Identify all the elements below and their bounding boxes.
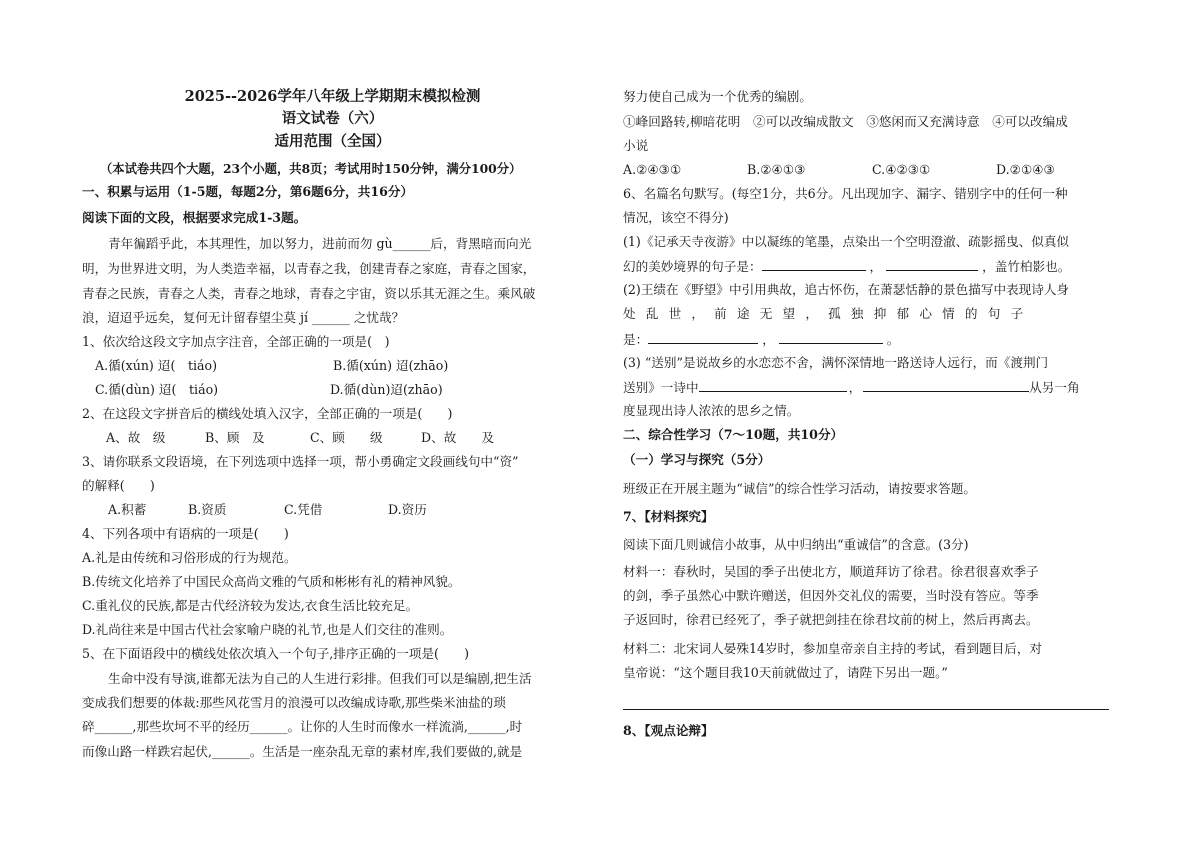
section1-heading: 一、积累与运用（1-5题，每题2分，第6题6分，共16分） bbox=[82, 184, 414, 199]
q4-option-a: A.礼是由传统和习俗形成的行为规范。 bbox=[82, 550, 297, 565]
q5-passage-3: 碎______,那些坎坷不平的经历______。让你的人生时而像水一样流淌,______,时 bbox=[82, 719, 523, 734]
q6-blank-5[interactable] bbox=[699, 378, 847, 392]
q5-stem: 5、在下面语段中的横线处依次填入一个句子,排序正确的一项是( ) bbox=[82, 646, 470, 661]
q7-m2-line2: 皇帝说：“这个题目我10天前就做过了，请陛下另出一题。” bbox=[623, 665, 948, 680]
passage-line-3: 青春之民族，青春之人类，青春之地球，青春之宇宙，资以乐其无涯之生。乘风破 bbox=[82, 286, 536, 301]
q8-title: 8、【观点论辩】 bbox=[623, 723, 714, 738]
q5-passage-4: 而像山路一样跌宕起伏,______。生活是一座杂乱无章的素材库,我们要做的,就是 bbox=[82, 744, 523, 759]
exam-subtitle: 语文试卷（六） bbox=[281, 110, 384, 127]
q6-item1-lead: 幻的美妙境界的句子是： bbox=[623, 259, 762, 274]
q5-option-c: C.④②③① bbox=[872, 162, 931, 177]
q4-option-c: C.重礼仪的民族,都是古代经济较为发达,衣食生活比较充足。 bbox=[82, 598, 419, 613]
q5-passage-2: 变成我们想要的体裁:那些风花雪月的浪漫可以改编成诗歌,那些柴米油盐的琐 bbox=[82, 695, 506, 710]
q6-item2-line2: 处乱世，前途无望，孤独抑郁心情的句子 bbox=[623, 306, 1034, 321]
section2-intro: 班级正在开展主题为“诚信”的综合性学习活动，请按要求答题。 bbox=[623, 481, 976, 496]
section1-instruction: 阅读下面的文段，根据要求完成1-3题。 bbox=[82, 210, 307, 225]
passage-line-4: 浪，迢迢乎远矣，复何无计留春望尘莫 jí ______ 之忧哉？ bbox=[82, 310, 405, 325]
q6-blank-6[interactable] bbox=[863, 378, 1029, 392]
q3-option-a: A.积蓄 bbox=[108, 502, 147, 517]
q3-option-b: B.资质 bbox=[188, 502, 227, 517]
q6-stem-2: 情况，该空不得分) bbox=[623, 210, 729, 225]
q4-option-d: D.礼尚往来是中国古代社会家喻户晓的礼节,也是人们交往的准则。 bbox=[82, 622, 453, 637]
q3-option-d: D.资历 bbox=[388, 502, 427, 517]
passage-line-2: 明，为世界进文明，为人类造幸福，以青春之我，创建青春之家庭，青春之国家， bbox=[82, 261, 536, 276]
q6-item2-line1: (2)王绩在《野望》中引用典故，追古怀伤，在萧瑟恬静的景色描写中表现诗人身 bbox=[623, 282, 1070, 297]
exam-title: 2025--2026学年八年级上学期期末模拟检测 bbox=[184, 88, 481, 105]
q6-blank-4[interactable] bbox=[779, 330, 883, 344]
q7-m2-line1: 材料二：北宋词人晏殊14岁时，参加皇帝亲自主持的考试，看到题目后，对 bbox=[623, 641, 1043, 656]
q1-option-d: D.循(dùn)迢(zhāo) bbox=[330, 382, 443, 397]
q1-option-c: C.循(dùn) 迢( tiáo) bbox=[95, 382, 219, 397]
q2-option-c: C、顾 级 bbox=[310, 430, 383, 445]
q1-option-a: A.循(xún) 迢( tiáo) bbox=[95, 358, 218, 373]
q6-blank-2[interactable] bbox=[886, 257, 978, 271]
q7-title: 7、【材料探究】 bbox=[623, 509, 714, 524]
q5-clauses-1: ①峰回路转,柳暗花明 ②可以改编成散文 ③悠闲而又充满诗意 ④可以改编成 bbox=[623, 114, 1068, 129]
q6-item2-lead: 是： bbox=[623, 332, 649, 347]
q1-option-b: B.循(xún) 迢(zhāo) bbox=[333, 358, 449, 373]
q2-option-a: A、故 级 bbox=[106, 430, 166, 445]
q7-answer-line[interactable] bbox=[623, 709, 1109, 710]
q6-item1-line1: (1)《记承天寺夜游》中以凝练的笔墨，点染出一个空明澄澈、疏影摇曳、似真似 bbox=[623, 234, 1070, 249]
q4-stem: 4、下列各项中有语病的一项是( ) bbox=[82, 526, 289, 541]
q6-blank-3[interactable] bbox=[648, 330, 758, 344]
q6-item3-tail: 从另一角 bbox=[1029, 380, 1080, 395]
q7-m1-line3: 子返回时，徐君已经死了，季子就把剑挂在徐君坟前的树上，然后再离去。 bbox=[623, 612, 1039, 627]
q7-m1-line2: 的剑，季子虽然心中默许赠送，但因外交礼仪的需要，当时没有答应。等季 bbox=[623, 588, 1039, 603]
section2-heading: 二、综合性学习（7～10题，共10分） bbox=[623, 427, 844, 442]
q6-item3-line2 bbox=[623, 378, 1080, 397]
q6-item3-line1: (3) “送别”是说故乡的水恋恋不舍，满怀深情地一路送诗人远行，而《渡荆门 bbox=[623, 355, 1049, 370]
q7-prompt: 阅读下面几则诚信小故事，从中归纳出“重诚信”的含意。(3分) bbox=[623, 537, 969, 552]
q5-continuation: 努力使自己成为一个优秀的编剧。 bbox=[623, 89, 812, 104]
q3-stem-1: 3、请你联系文段语境，在下列选项中选择一项，帮小勇确定文段画线句中“资” bbox=[82, 454, 519, 469]
q3-option-c: C.凭借 bbox=[284, 502, 323, 517]
q3-stem-2: 的解释( ) bbox=[82, 478, 155, 493]
q2-option-b: B、顾 及 bbox=[205, 430, 265, 445]
q6-item3-line3: 度显现出诗人浓浓的思乡之情。 bbox=[623, 403, 800, 418]
q7-m1-line1: 材料一：春秋时，吴国的季子出使北方，顺道拜访了徐君。徐君很喜欢季子 bbox=[623, 564, 1039, 579]
q6-blank-1[interactable] bbox=[762, 257, 866, 271]
q6-item2-tail: 。 bbox=[886, 332, 900, 347]
q5-option-a: A.②④③① bbox=[623, 162, 682, 177]
passage-line-1: 青年徧蹈乎此，本其理性，加以努力，进前而勿 gù______后，背黑暗而向光 bbox=[108, 236, 532, 251]
q5-clauses-2: 小说 bbox=[623, 138, 649, 153]
q5-option-b: B.②④①③ bbox=[747, 162, 806, 177]
q6-item3-lead: 送别》一诗中 bbox=[623, 380, 699, 395]
exam-scope: 适用范围（全国） bbox=[274, 133, 391, 150]
q6-item1-comma: ， bbox=[869, 259, 883, 274]
q4-option-b: B.传统文化培养了中国民众高尚文雅的气质和彬彬有礼的精神风貌。 bbox=[82, 574, 461, 589]
q1-stem: 1、依次给这段文字加点字注音，全部正确的一项是( ) bbox=[82, 334, 390, 349]
q6-item1-tail: ，盖竹柏影也。 bbox=[982, 259, 1071, 274]
q2-stem: 2、在这段文字拼音后的横线处填入汉字，全部正确的一项是( ) bbox=[82, 406, 453, 421]
q6-item1-line2 bbox=[623, 257, 1070, 276]
q6-item2-line3 bbox=[623, 330, 899, 349]
section2-sub1: （一）学习与探究（5分） bbox=[623, 452, 771, 467]
q6-item2-comma: ， bbox=[762, 332, 775, 347]
exam-note: （本试卷共四个大题，23个小题，共8页；考试用时150分钟，满分100分） bbox=[100, 161, 522, 176]
q5-passage-1: 生命中没有导演,谁都无法为自己的人生进行彩排。但我们可以是编剧,把生活 bbox=[108, 671, 532, 686]
q6-item3-comma: ， bbox=[848, 380, 862, 395]
q5-option-d: D.②①④③ bbox=[996, 162, 1055, 177]
q2-option-d: D、故 及 bbox=[421, 430, 495, 445]
q6-stem-1: 6、名篇名句默写。(每空1分，共6分。凡出现加字、漏字、错别字中的任何一种 bbox=[623, 186, 1068, 201]
